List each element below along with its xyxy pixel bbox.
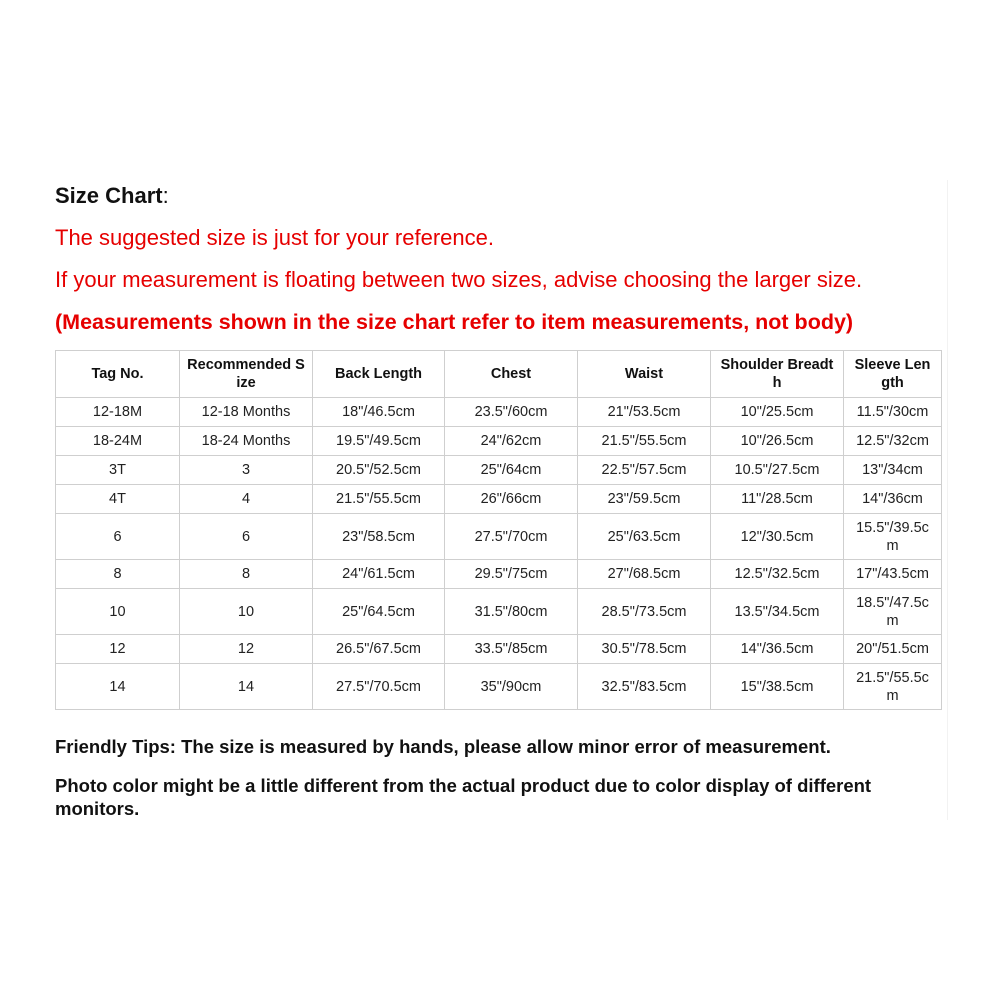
cell-shoulder: 12.5"/32.5cm: [711, 560, 844, 589]
cell-recommended: 12: [180, 635, 313, 664]
cell-sleeve: 15.5"/39.5c m: [844, 514, 942, 560]
header-recommended-size: Recommended S ize: [180, 351, 313, 398]
cell-tag: 3T: [56, 456, 180, 485]
cell-waist: 28.5"/73.5cm: [578, 589, 711, 635]
cell-waist: 22.5"/57.5cm: [578, 456, 711, 485]
cell-back-length: 18"/46.5cm: [313, 398, 445, 427]
cell-sleeve: 17"/43.5cm: [844, 560, 942, 589]
friendly-tips: Friendly Tips: The size is measured by hands, please allow minor error of measurement.: [55, 736, 831, 757]
cell-waist: 25"/63.5cm: [578, 514, 711, 560]
cell-shoulder: 10"/26.5cm: [711, 427, 844, 456]
cell-chest: 26"/66cm: [445, 485, 578, 514]
table-row: [56, 456, 942, 485]
cell-waist: 21"/53.5cm: [578, 398, 711, 427]
size-table: [55, 350, 942, 710]
cell-recommended: 10: [180, 589, 313, 635]
title-colon: :: [162, 183, 169, 208]
cell-tag: 6: [56, 514, 180, 560]
cell-recommended: 8: [180, 560, 313, 589]
table-row: [56, 560, 942, 589]
cell-tag: 12-18M: [56, 398, 180, 427]
table-row: [56, 427, 942, 456]
size-chart-title: [55, 182, 169, 210]
table-row: [56, 398, 942, 427]
cell-tag: 14: [56, 664, 180, 710]
cell-back-length: 20.5"/52.5cm: [313, 456, 445, 485]
measurement-disclaimer: (Measurements shown in the size chart refer to item measurements, not body): [55, 310, 854, 334]
cell-chest: 29.5"/75cm: [445, 560, 578, 589]
cell-sleeve: 11.5"/30cm: [844, 398, 942, 427]
header-waist: Waist: [578, 351, 711, 398]
cell-shoulder: 11"/28.5cm: [711, 485, 844, 514]
table-row: [56, 635, 942, 664]
cell-sleeve: 21.5"/55.5c m: [844, 664, 942, 710]
cell-shoulder: 15"/38.5cm: [711, 664, 844, 710]
cell-sleeve: 18.5"/47.5c m: [844, 589, 942, 635]
cell-sleeve: 12.5"/32cm: [844, 427, 942, 456]
table-row: [56, 485, 942, 514]
cell-waist: 27"/68.5cm: [578, 560, 711, 589]
cell-waist: 23"/59.5cm: [578, 485, 711, 514]
cell-waist: 32.5"/83.5cm: [578, 664, 711, 710]
cell-chest: 27.5"/70cm: [445, 514, 578, 560]
color-disclaimer: Photo color might be a little different from the actual product due to color display of different monitors.: [55, 775, 872, 819]
cell-recommended: 18-24 Months: [180, 427, 313, 456]
sizing-advice-note: If your measurement is floating between two sizes, advise choosing the larger size.: [55, 267, 863, 292]
cell-tag: 12: [56, 635, 180, 664]
cell-tag: 4T: [56, 485, 180, 514]
cell-chest: 25"/64cm: [445, 456, 578, 485]
header-chest: Chest: [445, 351, 578, 398]
cell-recommended: 4: [180, 485, 313, 514]
table-header-row: [56, 351, 942, 398]
cell-recommended: 14: [180, 664, 313, 710]
cell-waist: 21.5"/55.5cm: [578, 427, 711, 456]
reference-note: The suggested size is just for your reference.: [55, 225, 494, 250]
cell-shoulder: 10.5"/27.5cm: [711, 456, 844, 485]
header-sleeve-length: Sleeve Len gth: [844, 351, 942, 398]
cell-waist: 30.5"/78.5cm: [578, 635, 711, 664]
cell-chest: 31.5"/80cm: [445, 589, 578, 635]
cell-shoulder: 13.5"/34.5cm: [711, 589, 844, 635]
cell-sleeve: 13"/34cm: [844, 456, 942, 485]
cell-chest: 35"/90cm: [445, 664, 578, 710]
cell-recommended: 12-18 Months: [180, 398, 313, 427]
cell-back-length: 23"/58.5cm: [313, 514, 445, 560]
title-text: Size Chart: [55, 183, 163, 208]
cell-back-length: 21.5"/55.5cm: [313, 485, 445, 514]
cell-back-length: 26.5"/67.5cm: [313, 635, 445, 664]
cell-shoulder: 14"/36.5cm: [711, 635, 844, 664]
cell-recommended: 3: [180, 456, 313, 485]
cell-recommended: 6: [180, 514, 313, 560]
cell-sleeve: 14"/36cm: [844, 485, 942, 514]
header-back-length: Back Length: [313, 351, 445, 398]
cell-chest: 24"/62cm: [445, 427, 578, 456]
cell-shoulder: 12"/30.5cm: [711, 514, 844, 560]
cell-back-length: 25"/64.5cm: [313, 589, 445, 635]
cell-tag: 8: [56, 560, 180, 589]
cell-back-length: 19.5"/49.5cm: [313, 427, 445, 456]
cell-sleeve: 20"/51.5cm: [844, 635, 942, 664]
cell-chest: 33.5"/85cm: [445, 635, 578, 664]
header-shoulder-breadth: Shoulder Breadt h: [711, 351, 844, 398]
cell-shoulder: 10"/25.5cm: [711, 398, 844, 427]
table-row: [56, 589, 942, 635]
cell-chest: 23.5"/60cm: [445, 398, 578, 427]
table-row: [56, 514, 942, 560]
cell-back-length: 24"/61.5cm: [313, 560, 445, 589]
table-row: [56, 664, 942, 710]
header-tag-no: Tag No.: [56, 351, 180, 398]
right-edge-divider: [947, 180, 948, 820]
cell-tag: 18-24M: [56, 427, 180, 456]
cell-tag: 10: [56, 589, 180, 635]
cell-back-length: 27.5"/70.5cm: [313, 664, 445, 710]
